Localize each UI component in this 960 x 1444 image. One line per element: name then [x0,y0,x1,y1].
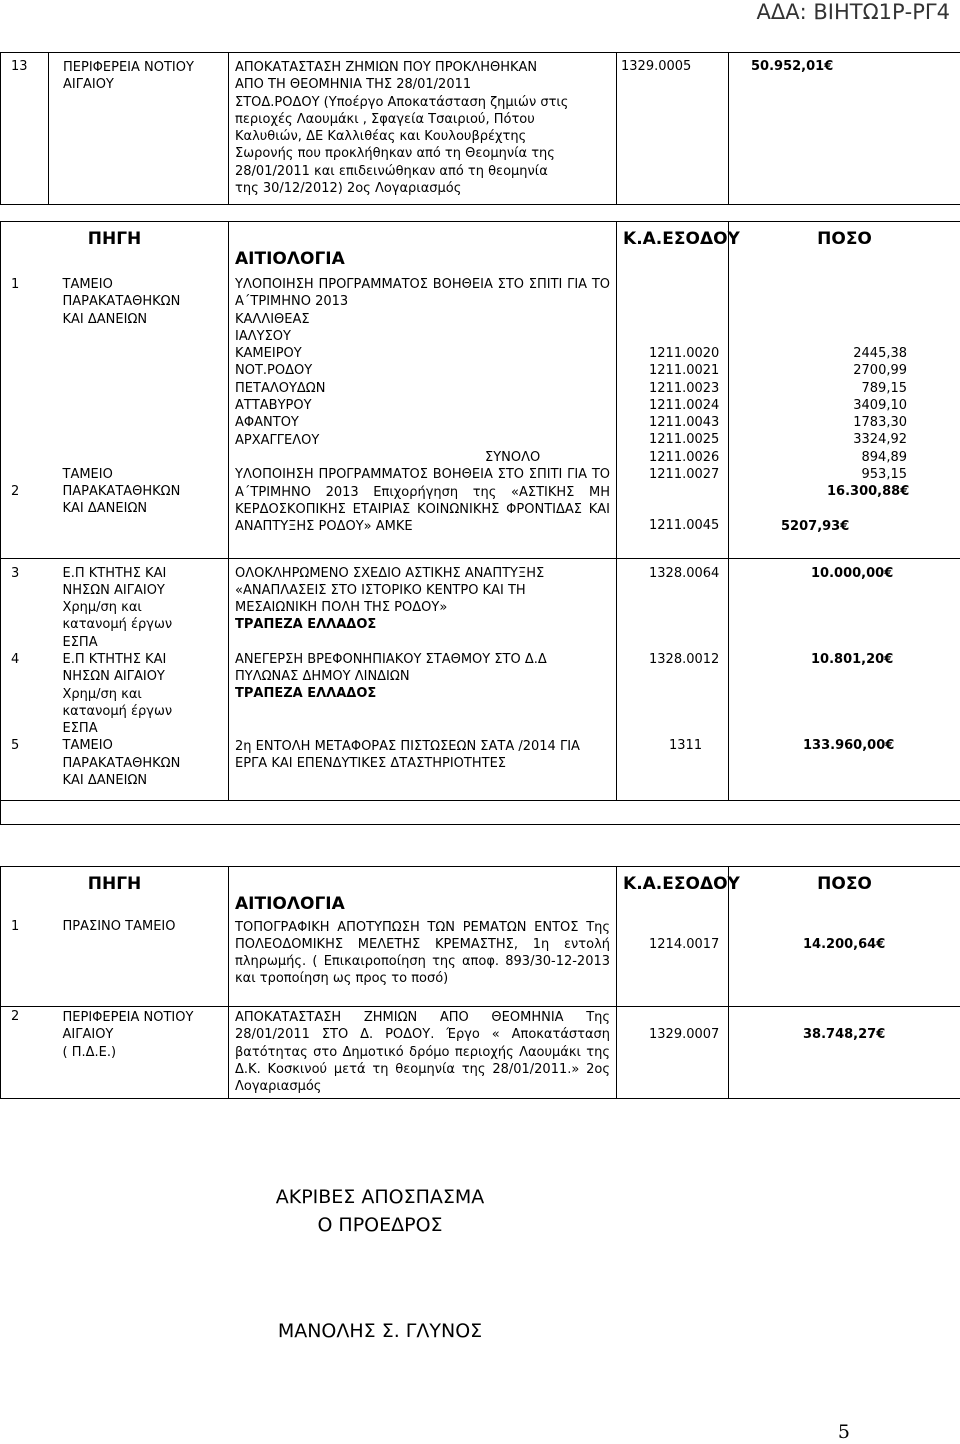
table-row [1,917,960,1007]
code-value: 1211.0020 [649,346,720,361]
source-line: κατανομή έργων [62,703,173,719]
table-row [1,53,960,205]
source-line: Χρημ/ση και [62,686,142,702]
code-value: 1211.0027 [649,467,720,483]
code-value: 1211.0043 [649,415,720,431]
table-header-row [1,867,960,917]
euro-sign: € [876,936,886,952]
amount-cell [729,270,960,558]
row-number: 5 [11,738,20,754]
certified-extract: ΑΚΡΙΒΕΣ ΑΠΟΣΠΑΣΜΑ [275,1186,485,1208]
desc-text: ΟΛΟΚΛΗΡΩΜΕΝΟ ΣΧΕΔΙΟ ΑΣΤΙΚΗΣ ΑΝΑΠΤΥΞΗΣ «ΑΝΑΠΛΑΣΕΙΣ ΣΤΟ ΙΣΤΟΡΙΚΟ ΚΕΝΤΡΟ ΚΑΙ ΤΗ ΜΕΣΑΙΩΝΙΚΗ ΠΟΛΗ ΤΗΣ ΡΟΔΟΥ» [235,565,545,616]
code-cell: 1214.0017 [617,917,729,1007]
amount-value: 789,15 [861,380,908,396]
source-line: ΚΑΙ ΔΑΝΕΙΩΝ [62,501,148,517]
amount-value: 3324,92 [853,432,908,448]
code-value: 1211.0025 [649,432,720,448]
euro-sign: € [885,738,895,754]
source-cell [49,558,229,800]
code-value: 1328.0064 [649,565,720,581]
desc-line: ΣΤΟΔ.ΡΟΔΟΥ (Υποέργο Αποκατάσταση ζημιών στις [235,94,569,110]
source-line: ΠΕΡΙΦΕΡΕΙΑ ΝΟΤΙΟΥ [62,1010,194,1025]
source-line: ΝΗΣΩΝ ΑΙΓΑΙΟΥ [62,669,165,685]
amount-value: 5207,93 [781,518,841,534]
description-cell: ΤΟΠΟΓΡΑΦΙΚΗ ΑΠΟΤΥΠΩΣΗ ΤΩΝ ΡΕΜΑΤΩΝ ΕΝΤΟΣ Της ΠΟΛΕΟΔΟΜΙΚΗΣ ΜΕΛΕΤΗΣ ΚΡΕΜΑΣΤΗΣ, 1η εντολή πληρωμής. ( Επικαιροποίηση της αποφ. 893/30-12-2013 και τροποίηση ως προς το ποσό) [229,917,617,1007]
euro-sign: € [824,59,834,74]
municipality-name: ΑΡΧΑΓΓΕΛΟΥ [235,432,320,448]
row-number-cell [1,558,49,800]
source-line: Χρημ/ση και [62,600,142,616]
euro-sign: € [884,565,894,581]
source-cell: ΠΡΑΣΙΝΟ ΤΑΜΕΙΟ [49,917,229,1007]
amount-value: 953,15 [861,467,908,483]
table-funding [0,221,960,825]
header-amount: ΠΟΣΟ [729,222,960,271]
desc-line: ΑΠΟΚΑΤΑΣΤΑΣΗ ΖΗΜΙΩΝ ΠΟΥ ΠΡΟΚΛΗΘΗΚΑΝ [235,60,538,75]
desc-line: της 30/12/2012) 2ος Λογαριασμός [235,181,462,197]
row2-amount [729,518,960,535]
municipality-name: ΙΑΛΥΣΟΥ [235,328,291,344]
amount-value: 1783,30 [853,415,908,431]
description-cell [229,270,617,558]
table-row [1,558,960,800]
row-number: 3 [11,565,20,581]
source-cell [49,270,229,558]
source-line: ΚΑΙ ΔΑΝΕΙΩΝ [62,773,148,789]
president-title: Ο ΠΡΟΕΔΡΟΣ [317,1214,443,1236]
code-value: 1211.0024 [649,397,720,413]
row-number: 2 [11,484,20,500]
source-line: ΝΗΣΩΝ ΑΙΓΑΙΟΥ [62,582,165,598]
amount-cell [729,1007,960,1099]
amount-value: 50.952,01 [751,59,825,74]
amount-value: 14.200,64 [803,936,877,952]
header-description: ΑΙΤΙΟΛΟΓΙΑ [229,222,617,271]
description-cell [229,558,617,800]
municipality-name: ΑΦΑΝΤΟΥ [235,415,299,431]
amount-value: 894,89 [861,449,908,465]
empty-cell [1,800,960,824]
desc-line: Καλυθιών, ΔΕ Καλλιθέας και Κουλουβρέχτης [235,129,527,145]
header-code: Κ.Α.ΕΣΟΔΟΥ [617,222,729,271]
amount-cell [729,917,960,1007]
municipality-name: ΠΕΤΑΛΟΥΔΩΝ [235,380,326,396]
source-line: ΑΙΓΑΙΟΥ [62,1027,114,1043]
row-number: 1 [1,917,49,1007]
municipality-name: ΚΑΜΕΙΡΟΥ [235,346,302,362]
bank-name: ΤΡΑΠΕΖΑ ΕΛΛΑΔΟΣ [235,686,377,702]
amount-value: 16.300,88 [827,484,901,500]
total-amount [729,483,960,500]
header-source: ΠΗΓΗ [1,222,229,271]
signer-name: ΜΑΝΟΛΗΣ Σ. ΓΛΥΝΟΣ [277,1320,483,1342]
ada-code: ΑΔΑ: ΒΙΗΤΩ1Ρ-ΡΓ4 [756,0,950,24]
source-line: ΠΑΡΑΚΑΤΑΘΗΚΩΝ [62,294,181,310]
description-cell [229,53,617,205]
row-number: 13 [1,53,49,205]
source-line: ΤΑΜΕΙΟ [62,466,113,482]
code-value: 1211.0026 [649,449,720,465]
source-line: ΠΕΡΙΦΕΡΕΙΑ ΝΟΤΙΟΥ [63,60,194,75]
amount-value: 133.960,00 [803,738,886,754]
table-row [1,270,960,558]
source-line: ( Π.Δ.Ε.) [62,1044,117,1060]
desc-line: 28/01/2011 και επιδεινώθηκαν από τη θεομηνία [235,163,548,179]
amount-value: 10.801,20 [811,651,885,667]
source-line: Ε.Π ΚΤΗΤΗΣ ΚΑΙ [62,651,167,667]
header-source: ΠΗΓΗ [1,867,229,917]
source-line: ΚΑΙ ΔΑΝΕΙΩΝ [62,311,148,327]
euro-sign: € [900,484,910,500]
row3-amount [729,565,960,582]
code-value: 1211.0021 [649,363,720,379]
source-line: ΠΑΡΑΚΑΤΑΘΗΚΩΝ [62,755,181,771]
desc-text: 2η ΕΝΤΟΛΗ ΜΕΤΑΦΟΡΑΣ ΠΙΣΤΩΣΕΩΝ ΣΑΤΑ /2014 ΓΙΑ ΕΡΓΑ ΚΑΙ ΕΠΕΝΔΥΤΙΚΕΣ ΔΤΑΣΤΗΡΙΟΤΗΤΕΣ [235,738,580,771]
page-number: 5 [837,1421,850,1443]
amount-value: 3409,10 [853,397,908,413]
desc-line: Σωρονής που προκλήθηκαν από τη Θεομηνία της [235,146,555,162]
row5-amount [729,737,960,754]
euro-sign: € [840,518,850,534]
header-description: ΑΙΤΙΟΛΟΓΙΑ [229,867,617,917]
bank-name: ΤΡΑΠΕΖΑ ΕΛΛΑΔΟΣ [235,617,377,633]
amount-value: 38.748,27 [803,1027,877,1042]
euro-sign: € [884,651,894,667]
municipality-name: ΝΟΤ.ΡΟΔΟΥ [235,363,313,379]
row-number: 4 [11,651,20,667]
source-line: ΕΣΠΑ [62,721,98,737]
amount-cell [729,558,960,800]
table-funding-2 [0,866,960,1099]
amount-cell [729,53,960,205]
desc-line: περιοχές Λαουμάκι , Σφαγεία Τσαιριού, Πότου [235,111,535,127]
code-cell [617,558,729,800]
source-line: ΑΙΓΑΙΟΥ [63,77,114,93]
code-value: 1211.0023 [649,380,720,396]
source-cell [49,53,229,205]
municipality-name: ΚΑΛΛΙΘΕΑΣ [235,311,310,327]
code-value: 1328.0012 [649,651,720,667]
description-cell: ΑΠΟΚΑΤΑΣΤΑΣΗ ΖΗΜΙΩΝ ΑΠΟ ΘΕΟΜΗΝΙΑ Της 28/01/2011 ΣΤΟ Δ. ΡΟΔΟΥ. Έργο « Αποκατάσταση βατότητας στο Δημοτικό δρόμο περιοχής Λαουμάκι της Δ.Κ. Κοσκινού μετά τη θεομηνία της 28/01/2011.» 2ος Λογαριασμός [229,1007,617,1099]
row4-amount [729,651,960,668]
desc-text: ΑΝΕΓΕΡΣΗ ΒΡΕΦΟΝΗΠΙΑΚΟΥ ΣΤΑΘΜΟΥ ΣΤΟ Δ.Δ ΠΥΛΩΝΑΣ ΔΗΜΟΥ ΛΙΝΔΙΩΝ [235,651,547,684]
row-number: 2 [1,1007,49,1099]
euro-sign: € [876,1027,886,1042]
code-cell: 1329.0005 [617,53,729,205]
source-line: κατανομή έργων [62,617,173,633]
row-number-cell [1,270,49,558]
amount-value: 2445,38 [853,346,908,361]
amount-value: 2700,99 [853,363,908,379]
code-cell [617,270,729,558]
municipality-name: ΑΤΤΑΒΥΡΟΥ [235,398,312,414]
header-code: Κ.Α.ΕΣΟΔΟΥ [617,867,729,917]
desc-line: ΑΠΟ ΤΗ ΘΕΟΜΗΝΙΑ ΤΗΣ 28/01/2011 [235,77,472,93]
row-number: 1 [11,277,20,292]
code-value: 1211.0045 [649,518,720,534]
header-amount: ΠΟΣΟ [729,867,960,917]
table-row [1,1007,960,1099]
table-empty-row [1,800,960,824]
table-header-row [1,222,960,271]
amount-value: 10.000,00 [811,565,885,581]
code-value: 1311 [669,738,703,754]
desc-text: ΥΛΟΠΟΙΗΣΗ ΠΡΟΓΡΑΜΜΑΤΟΣ ΒΟΗΘΕΙΑ ΣΤΟ ΣΠΙΤΙ ΓΙΑ ΤΟ Α΄ΤΡΙΜΗΝΟ 2013 Επιχορήγηση της «ΑΣΤΙΚΗΣ ΜΗ ΚΕΡΔΟΣΚΟΠΙΚΗΣ ΕΤΑΙΡΙΑΣ ΚΟΙΝΩΝΙΚΗΣ ΦΡΟΝΤΙΔΑΣ ΚΑΙ ΑΝΑΠΤΥΞΗΣ ΡΟΔΟΥ» ΑΜΚΕ [235,467,611,535]
table-item-13 [0,52,960,205]
desc-intro: ΥΛΟΠΟΙΗΣΗ ΠΡΟΓΡΑΜΜΑΤΟΣ ΒΟΗΘΕΙΑ ΣΤΟ ΣΠΙΤΙ ΓΙΑ ΤΟ Α΄ΤΡΙΜΗΝΟ 2013 [235,277,611,310]
total-label: ΣΥΝΟΛΟ [485,449,541,465]
source-cell [49,1007,229,1099]
source-line: ΕΣΠΑ [62,634,98,650]
source-line: ΤΑΜΕΙΟ [62,277,113,292]
source-line: ΠΑΡΑΚΑΤΑΘΗΚΩΝ [62,484,181,500]
source-line: Ε.Π ΚΤΗΤΗΣ ΚΑΙ [62,565,167,581]
code-cell: 1329.0007 [617,1007,729,1099]
source-line: ΤΑΜΕΙΟ [62,738,113,754]
